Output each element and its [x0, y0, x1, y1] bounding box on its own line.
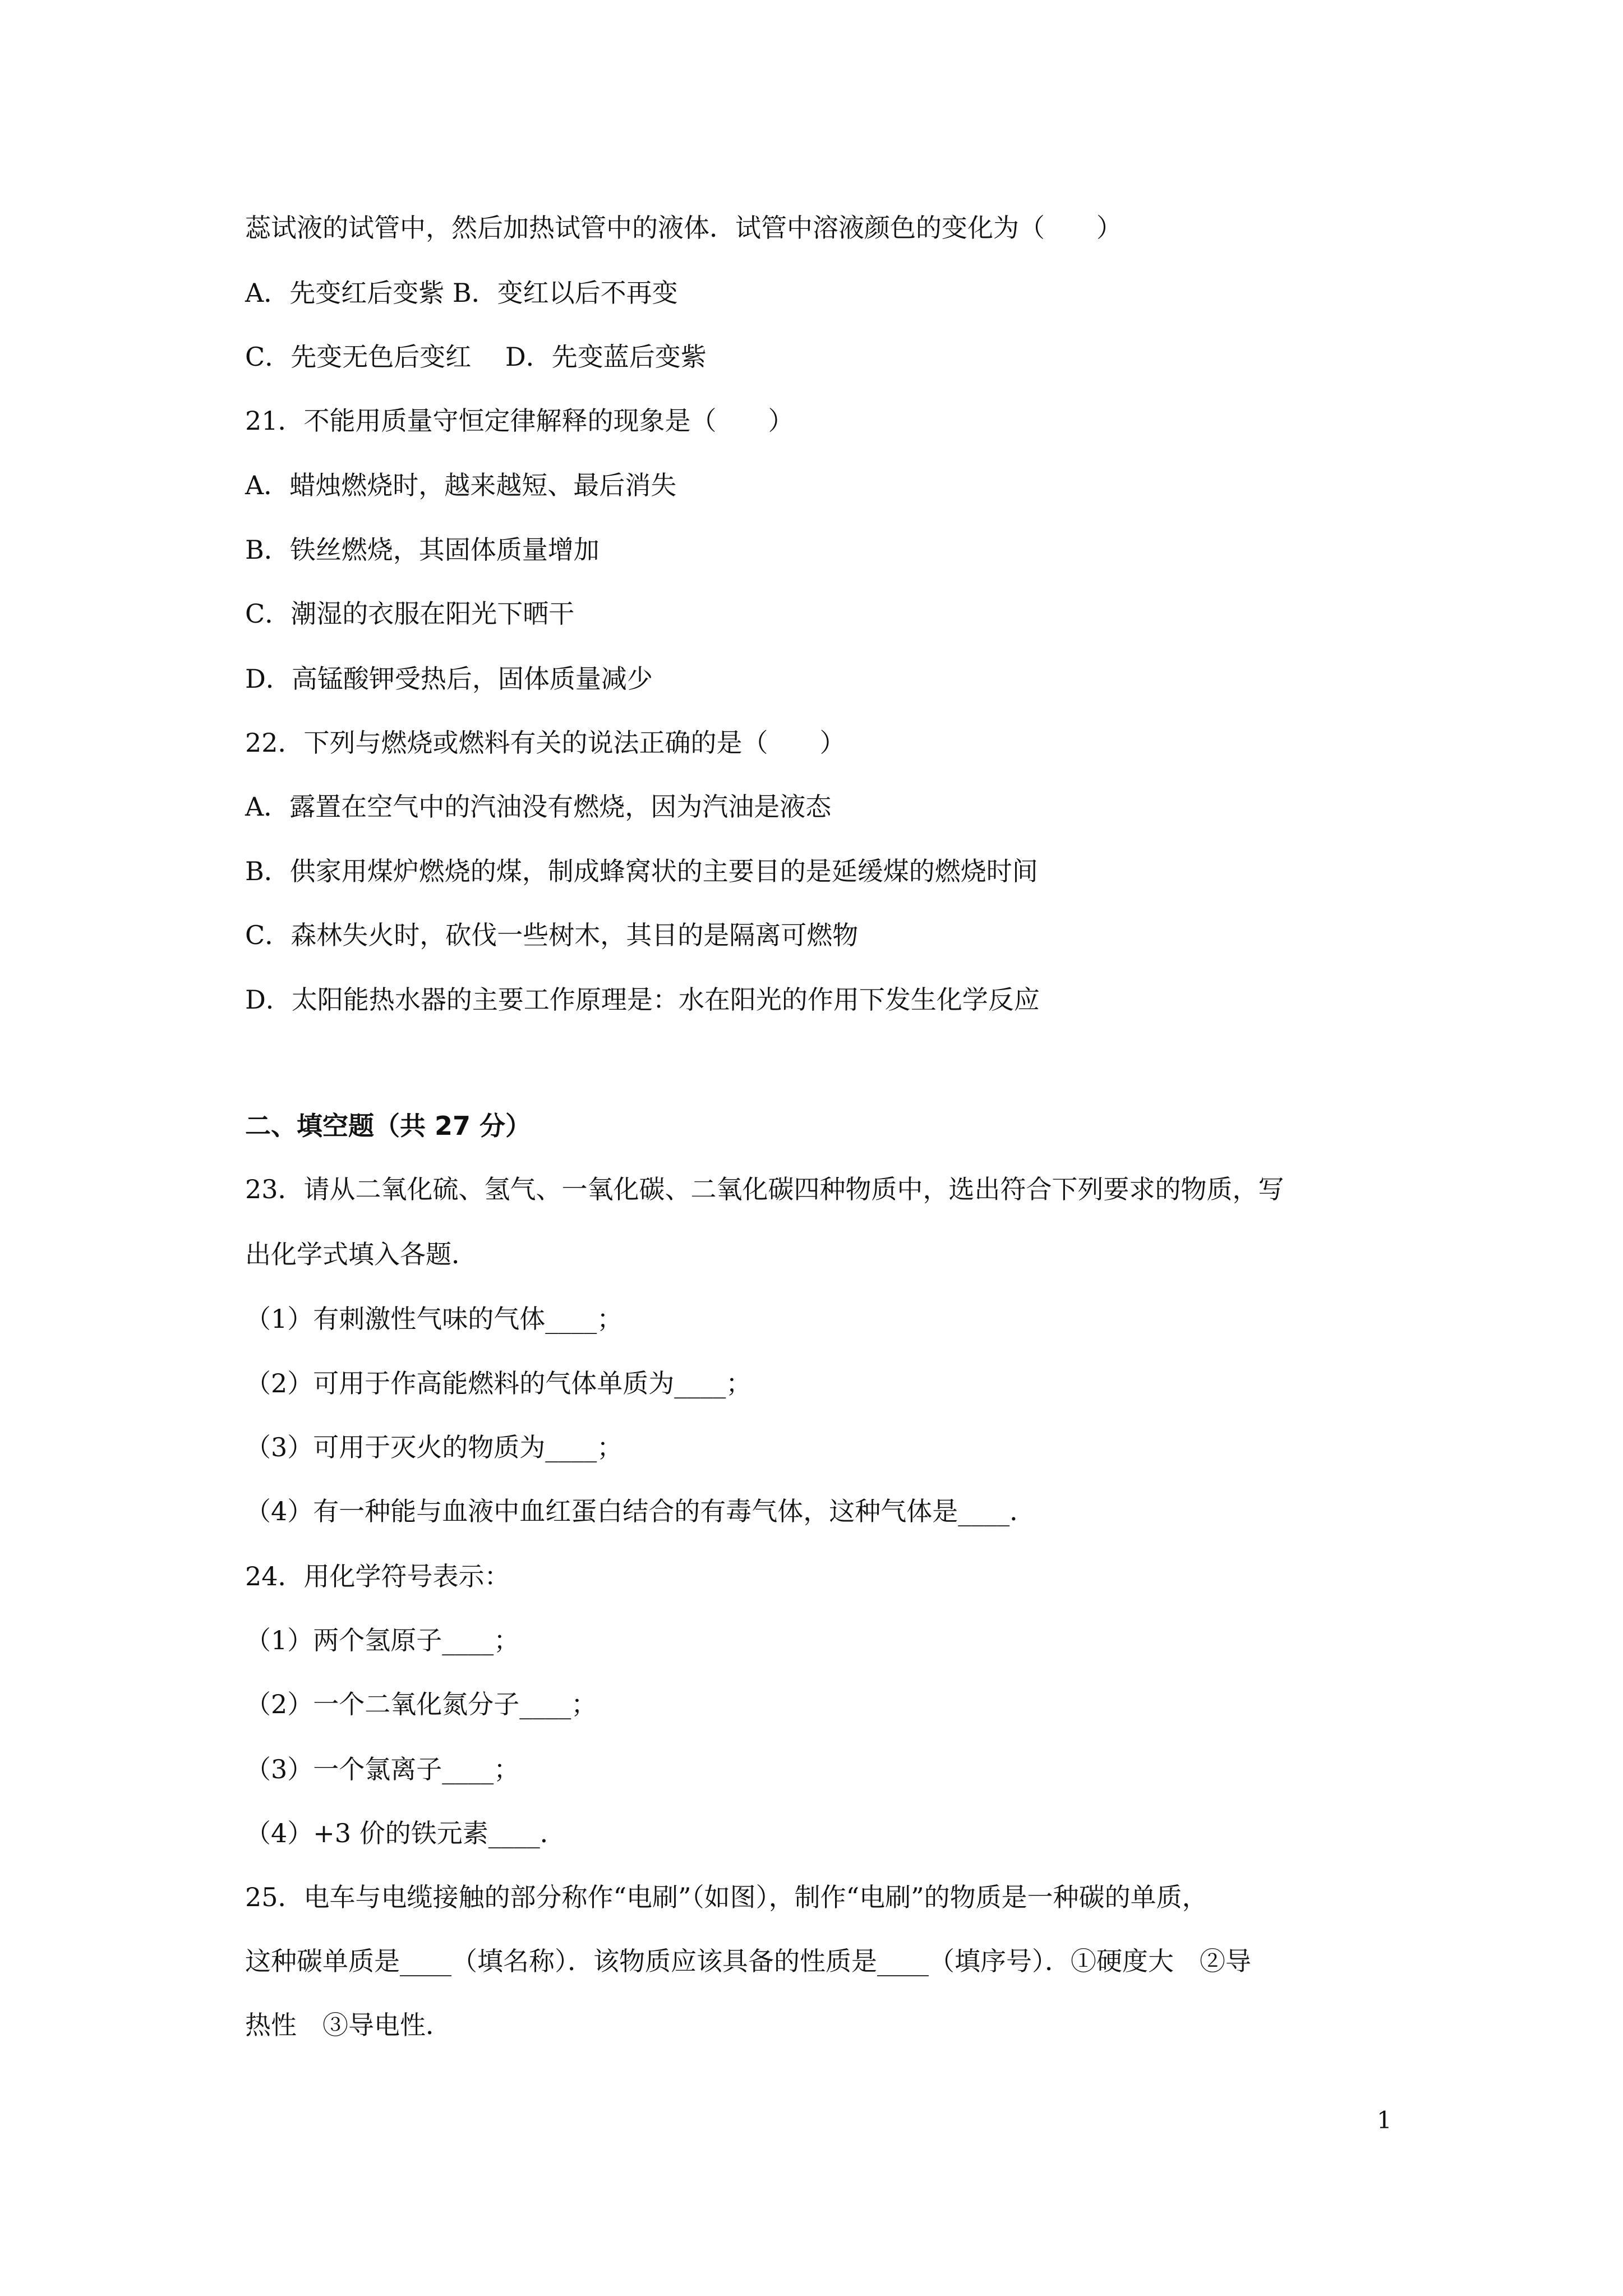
- q23-item-4: （4）有一种能与血液中血红蛋白结合的有毒气体，这种气体是____．: [245, 1496, 1036, 1526]
- q22-option-c: C．森林失火时，砍伐一些树木，其目的是隔离可燃物: [245, 920, 859, 950]
- q24-item-3: （3）一个氯离子____；: [245, 1754, 520, 1784]
- q20-stem-tail: 蕊试液的试管中，然后加热试管中的液体．试管中溶液颜色的变化为（ ）: [245, 213, 1122, 243]
- q20-options-cd: C．先变无色后变红 D．先变蓝后变紫: [245, 342, 707, 372]
- q25-line-1: 25．电车与电缆接触的部分称作“电刷”（如图），制作“电刷”的物质是一种碳的单质，: [245, 1882, 1208, 1912]
- q24-item-1: （1）两个氢原子____；: [245, 1625, 520, 1655]
- q23-stem-line-1: 23．请从二氧化硫、氢气、一氧化碳、二氧化碳四种物质中，选出符合下列要求的物质，写: [245, 1174, 1284, 1204]
- q21-option-c: C．潮湿的衣服在阳光下晒干: [245, 599, 575, 629]
- q23-item-3: （3）可用于灭火的物质为____；: [245, 1432, 623, 1462]
- q22-option-d: D．太阳能热水器的主要工作原理是：水在阳光的作用下发生化学反应: [245, 984, 1040, 1015]
- q20-options-ab: A．先变红后变紫 B．变红以后不再变: [245, 278, 678, 308]
- q24-item-2: （2）一个二氧化氮分子____；: [245, 1689, 597, 1719]
- q24-stem: 24．用化学符号表示：: [245, 1561, 510, 1591]
- page-number: 1: [1377, 2106, 1392, 2134]
- q24-item-4: （4）+3 价的铁元素____．: [245, 1818, 566, 1848]
- q21-stem: 21．不能用质量守恒定律解释的现象是（ ）: [245, 406, 794, 436]
- q21-option-d: D．高锰酸钾受热后，固体质量减少: [245, 664, 653, 694]
- q22-stem: 22．下列与燃烧或燃料有关的说法正确的是（ ）: [245, 728, 846, 758]
- q23-stem-line-2: 出化学式填入各题．: [245, 1239, 477, 1269]
- section-heading: 二、填空题（共 27 分）: [245, 1111, 532, 1141]
- q22-option-b: B．供家用煤炉燃烧的煤，制成蜂窝状的主要目的是延缓煤的燃烧时间: [245, 856, 1038, 886]
- q21-option-b: B．铁丝燃烧，其固体质量增加: [245, 535, 600, 565]
- q21-option-a: A．蜡烛燃烧时，越来越短、最后消失: [245, 470, 677, 500]
- q23-item-1: （1）有刺激性气味的气体____；: [245, 1304, 623, 1334]
- q22-option-a: A．露置在空气中的汽油没有燃烧，因为汽油是液态: [245, 792, 832, 822]
- q25-line-2: 这种碳单质是____（填名称）．该物质应该具备的性质是____（填序号）．①硬度大 ②导: [245, 1946, 1251, 1976]
- q23-item-2: （2）可用于作高能燃料的气体单质为____；: [245, 1368, 752, 1398]
- q25-line-3: 热性 ③导电性．: [245, 2010, 451, 2040]
